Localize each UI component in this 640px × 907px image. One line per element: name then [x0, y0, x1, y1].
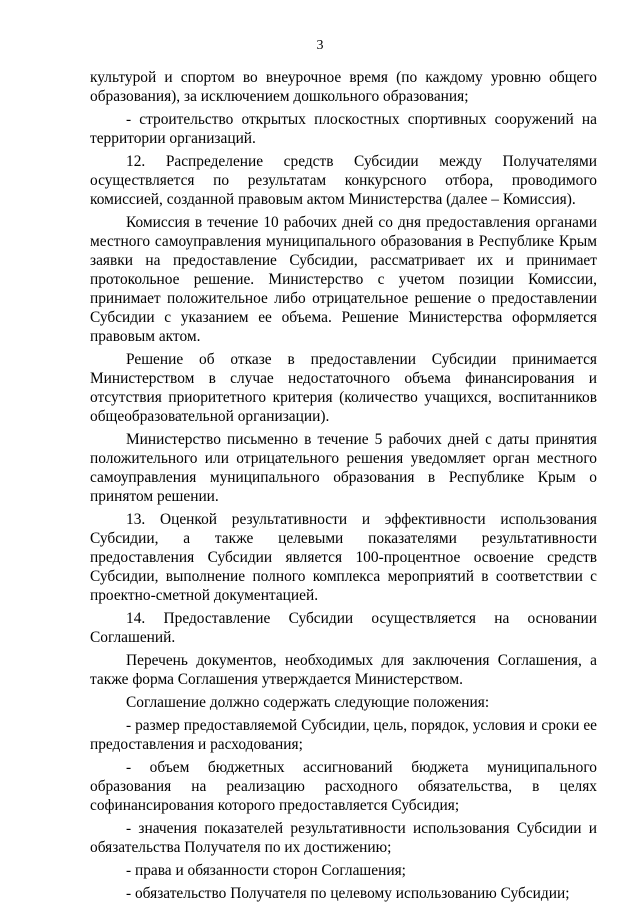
paragraph-refusal-decision: Решение об отказе в предоставлении Субсидии принимается Министерством в случае недостаточного объема финансирования и отсутствия приоритетного критерия (количество учащихся, воспитанников общеобразовательной организации).	[90, 351, 597, 425]
paragraph-agreement-provisions: Соглашение должно содержать следующие положения:	[126, 694, 490, 711]
list-item-performance-indicators: - значения показателей результативности использования Субсидии и обязательства Получателя по их достижению;	[90, 820, 597, 856]
paragraph-continuation: культурой и спортом во внеурочное время (по каждому уровню общего образования), за исключением дошкольного образования;	[90, 69, 597, 105]
list-item-budget-allocations: - объем бюджетных ассигнований бюджета муниципального образования на реализацию расходного обязательства, в целях софинансирования которого предоставляется Субсидия;	[90, 759, 597, 814]
list-item-rights-obligations: - права и обязанности сторон Соглашения;	[126, 862, 406, 879]
paragraph-clause-13: 13. Оценкой результативности и эффективности использования Субсидии, а также целевыми показателями результативности предоставления Субсидии является 100-процентное освоение средств Субсидии, выполнение полного комплекса мероприятий в соответствии с проектно-сметной документацией.	[90, 511, 597, 604]
list-item-sports-facilities: - строительство открытых плоскостных спортивных сооружений на территории организаций.	[90, 111, 597, 147]
list-item-subsidy-size: - размер предоставляемой Субсидии, цель, порядок, условия и сроки ее предоставления и расходования;	[90, 717, 597, 753]
paragraph-documents-list: Перечень документов, необходимых для заключения Соглашения, а также форма Соглашения утверждается Министерством.	[90, 652, 597, 688]
paragraph-clause-12: 12. Распределение средств Субсидии между Получателями осуществляется по результатам конкурсного отбора, проводимого комиссией, созданной правовым актом Министерства (далее – Комиссия).	[90, 153, 597, 208]
list-item-targeted-use: - обязательство Получателя по целевому использованию Субсидии;	[126, 885, 570, 902]
paragraph-commission-review: Комиссия в течение 10 рабочих дней со дня предоставления органами местного самоуправления муниципального образования в Республике Крым заявки на предоставление Субсидии, рассматривает их и принимает протокольное решение. Министерство с учетом позиции Комиссии, принимает положительное либо отрицательное решение о предоставлении Субсидии с указанием ее объема. Решение Министерства оформляется правовым актом.	[90, 214, 597, 345]
paragraph-notification: Министерство письменно в течение 5 рабочих дней с даты принятия положительного или отрицательного решения уведомляет орган местного самоуправления муниципального образования в Республике Крым о принятом решении.	[90, 431, 597, 505]
page-number: 3	[316, 38, 324, 53]
document-body	[90, 68, 597, 907]
paragraph-clause-14: 14. Предоставление Субсидии осуществляется на основании Соглашений.	[90, 610, 597, 646]
